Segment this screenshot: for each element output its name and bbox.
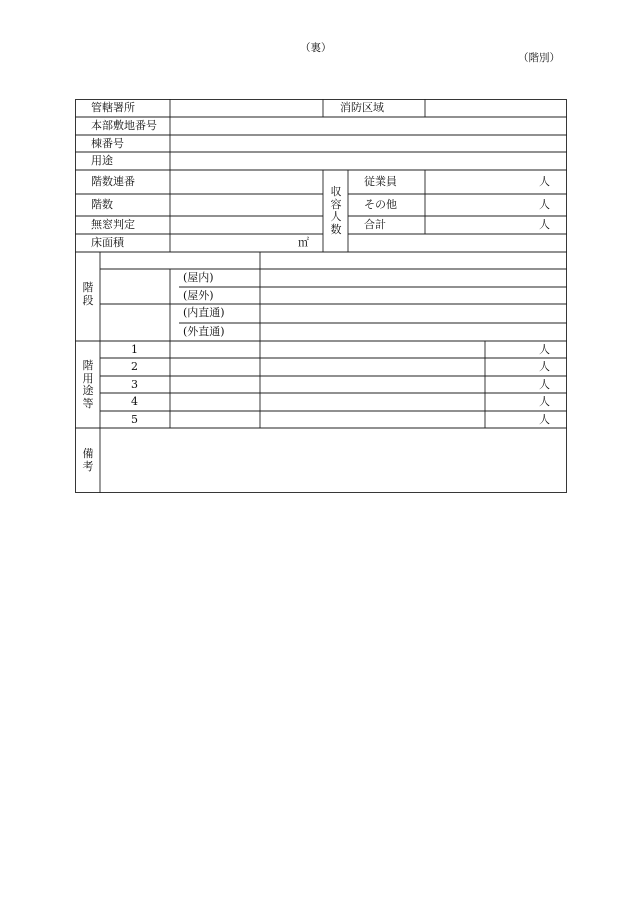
stairs-label: 階段: [82, 281, 94, 307]
floor-use-unit-3: 人: [539, 378, 550, 391]
floor-use-unit-4: 人: [539, 395, 550, 408]
others-unit: 人: [539, 198, 550, 211]
jurisdiction-label: 管轄署所: [91, 101, 135, 114]
floor-area-unit: ㎡: [298, 236, 309, 249]
floor-use-row-4: 4: [131, 395, 138, 408]
fire-district-label: 消防区域: [340, 101, 384, 114]
total-label: 合計: [364, 218, 386, 231]
total-unit: 人: [539, 218, 550, 231]
stairs-indoor-label: (屋内): [183, 271, 214, 284]
use-label: 用途: [91, 154, 113, 167]
floor-use-unit-5: 人: [539, 413, 550, 426]
windowless-label: 無窓判定: [91, 218, 135, 231]
floors-label: 階数: [91, 198, 113, 211]
floor-use-unit-1: 人: [539, 343, 550, 356]
floor-use-row-1: 1: [131, 343, 138, 356]
building-number-label: 棟番号: [91, 137, 124, 150]
floor-use-row-5: 5: [131, 413, 138, 426]
employees-label: 従業員: [364, 175, 397, 188]
building-floor-form: [75, 99, 567, 493]
floor-area-label: 床面積: [91, 236, 124, 249]
remarks-label: 備考: [82, 447, 94, 473]
stairs-outer-direct-label: (外直通): [183, 325, 225, 338]
floor-note-label: （階別）: [518, 52, 560, 64]
floor-use-row-2: 2: [131, 360, 138, 373]
lot-number-label: 本部敷地番号: [91, 119, 157, 132]
others-label: その他: [364, 198, 397, 211]
form-grid: [75, 99, 567, 493]
floor-use-label: 階用途等: [82, 359, 94, 410]
stairs-inner-direct-label: (内直通): [183, 306, 225, 319]
stairs-outdoor-label: (屋外): [183, 289, 214, 302]
floor-use-row-3: 3: [131, 378, 138, 391]
employees-unit: 人: [539, 175, 550, 188]
capacity-label: 収容人数: [330, 185, 342, 236]
floor-serial-label: 階数連番: [91, 175, 135, 188]
sheet-side-label: （裏）: [300, 42, 332, 54]
floor-use-unit-2: 人: [539, 360, 550, 373]
